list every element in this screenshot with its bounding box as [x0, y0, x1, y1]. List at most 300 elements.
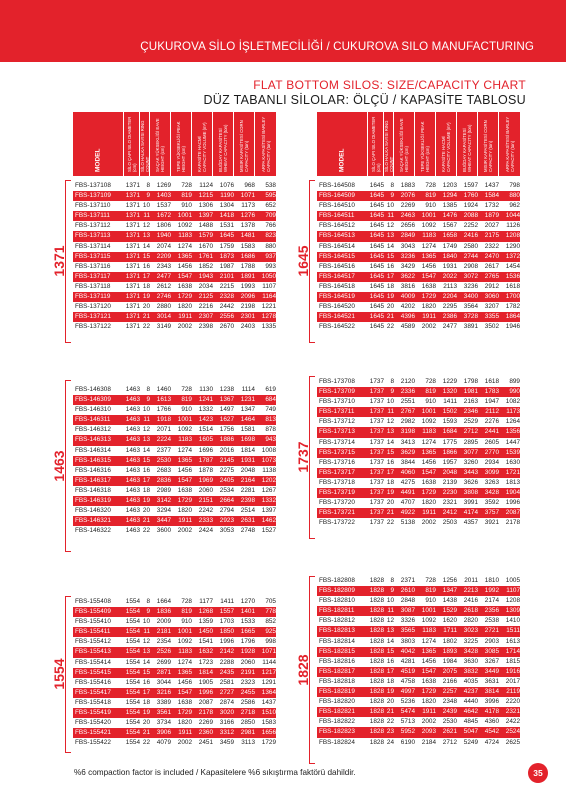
cell-volume: 1541: [198, 638, 213, 646]
cell-rings: 18: [142, 282, 150, 290]
cell-corn: 1173: [241, 202, 255, 210]
cell-rings: 19: [142, 497, 150, 505]
cell-diameter: 1554: [125, 678, 140, 686]
cell-peak-height: 1274: [421, 242, 436, 250]
cell-eave-height: 1806: [156, 222, 171, 230]
cell-wheat: 2618: [463, 607, 478, 615]
cell-wheat: 2442: [219, 303, 234, 311]
cell-diameter: 1554: [125, 618, 140, 626]
cell-rings: 11: [387, 408, 394, 416]
cell-barley: 1613: [505, 637, 520, 645]
cell-corn: 2718: [240, 709, 255, 717]
cell-diameter: 1463: [125, 446, 140, 454]
cell-diameter: 1554: [125, 729, 140, 737]
cell-model: FBS-164518: [319, 282, 355, 290]
cell-barley: 1217: [261, 668, 276, 676]
cell-barley: 2220: [505, 698, 520, 706]
cell-volume: 1203: [442, 182, 457, 189]
cell-model: FBS-182811: [319, 607, 355, 615]
cell-barley: 1364: [261, 688, 276, 696]
cell-wheat: 2556: [219, 313, 234, 321]
cell-eave-height: 2989: [156, 486, 171, 494]
table-row: [317, 488, 520, 498]
cell-volume: 1984: [442, 657, 457, 665]
cell-wheat: 2213: [463, 587, 478, 595]
cell-barley: 899: [509, 378, 520, 385]
cell-model: FBS-173711: [319, 408, 355, 416]
cell-wheat: 1627: [219, 416, 234, 424]
table-row: [317, 576, 520, 586]
cell-corn: 1992: [484, 587, 499, 595]
cell-rings: 13: [142, 648, 150, 656]
cell-peak-height: 1729: [421, 688, 436, 696]
cell-eave-height: 1664: [156, 598, 171, 605]
table-row: [317, 596, 520, 606]
table-row: [73, 252, 276, 262]
cell-model: FBS-164520: [319, 303, 355, 311]
cell-peak-height: 1001: [421, 408, 436, 416]
cell-diameter: 1737: [369, 428, 384, 436]
cell-corn: 2276: [484, 418, 499, 426]
cell-barley: 1126: [506, 222, 520, 230]
table-row: [73, 292, 276, 302]
cell-corn: 1993: [240, 282, 255, 290]
cell-volume: 1488: [198, 222, 213, 230]
cell-eave-height: 5138: [400, 519, 415, 527]
cell-eave-height: 2612: [156, 282, 171, 290]
cell-wheat: 1304: [219, 202, 234, 210]
cell-volume: 2348: [442, 698, 457, 706]
cell-volume: 1359: [198, 618, 213, 626]
cell-eave-height: 4707: [400, 499, 415, 507]
cell-volume: 2503: [442, 519, 457, 527]
cell-peak-height: 1365: [421, 252, 436, 260]
cell-wheat: 1759: [219, 242, 234, 250]
cell-barley: 1618: [505, 282, 520, 290]
cell-corn: 2770: [484, 448, 499, 456]
column-header-volume: KAPASİTE HACMİ CAPACITY VOLUME (m³): [192, 112, 212, 176]
cell-peak-height: 1729: [177, 497, 192, 505]
cell-eave-height: 3600: [156, 527, 171, 535]
cell-corn: 4542: [484, 728, 499, 736]
column-header-eave-height: SAÇAK YÜKSEKLİĞİ EAVE HEIGHT (cm): [394, 112, 414, 176]
cell-corn: 2174: [484, 597, 499, 605]
cell-barley: 1539: [505, 448, 520, 456]
cell-rings: 18: [386, 282, 394, 290]
cell-diameter: 1828: [369, 597, 384, 605]
cell-model: FBS-182813: [319, 627, 355, 635]
cell-volume: 1385: [442, 202, 457, 210]
cell-wheat: 1190: [220, 192, 234, 200]
cell-wheat: 2581: [219, 678, 234, 686]
cell-peak-height: 1183: [178, 232, 192, 240]
table-row: [73, 456, 276, 466]
cell-wheat: 2435: [219, 668, 234, 676]
cell-peak-height: 1456: [421, 262, 436, 270]
column-header-model: MODEL: [73, 112, 123, 176]
cell-rings: 21: [142, 729, 150, 737]
table-row: [317, 397, 520, 407]
group-label-1371: 1371: [51, 245, 67, 277]
cell-wheat: 3626: [463, 478, 478, 486]
cell-corn: 3267: [484, 657, 499, 665]
cell-peak-height: 819: [425, 587, 436, 595]
cell-diameter: 1463: [125, 436, 140, 444]
cell-wheat: 2670: [219, 323, 234, 331]
cell-eave-height: 1836: [156, 608, 171, 616]
cell-corn: 2721: [484, 627, 499, 635]
cell-rings: 22: [386, 323, 394, 331]
cell-peak-height: 1365: [177, 456, 192, 464]
cell-diameter: 1463: [125, 426, 140, 434]
cell-volume: 1423: [198, 416, 213, 424]
table-row: [73, 496, 276, 506]
cell-volume: 1529: [442, 607, 457, 615]
table-row: [73, 637, 276, 647]
table-row: [73, 385, 276, 395]
cell-peak-height: 1365: [177, 668, 192, 676]
capacity-table-1645: [317, 181, 520, 332]
cell-rings: 16: [386, 458, 394, 466]
cell-corn: 1814: [240, 446, 255, 454]
cell-peak-height: 1365: [177, 252, 192, 260]
cell-rings: 9: [390, 192, 394, 200]
cell-peak-height: 1729: [177, 709, 192, 717]
cell-model: FBS-155413: [75, 648, 111, 656]
cell-barley: 1510: [261, 709, 276, 717]
cell-barley: 749: [265, 406, 276, 414]
cell-corn: 2981: [240, 729, 255, 737]
cell-model: FBS-146315: [75, 456, 111, 464]
cell-diameter: 1463: [125, 527, 140, 535]
cell-model: FBS-137116: [75, 262, 111, 270]
cell-model: FBS-182822: [319, 718, 355, 726]
cell-wheat: 3443: [463, 468, 478, 476]
table-row: [317, 211, 520, 221]
cell-barley: 2321: [505, 708, 520, 716]
cell-eave-height: 1613: [156, 396, 171, 404]
cell-wheat: 3236: [463, 282, 478, 290]
cell-barley: 1290: [505, 242, 520, 250]
cell-peak-height: 1365: [421, 647, 436, 655]
cell-diameter: 1371: [125, 192, 140, 200]
cell-peak-height: 1638: [421, 282, 436, 290]
cell-barley: 962: [509, 202, 520, 210]
cell-corn: 2605: [484, 438, 499, 446]
cell-diameter: 1737: [369, 388, 384, 396]
cell-eave-height: 2746: [156, 293, 171, 301]
cell-eave-height: 3906: [156, 729, 171, 737]
cell-wheat: 1798: [463, 378, 478, 385]
cell-model: FBS-182816: [319, 657, 355, 665]
cell-diameter: 1645: [369, 232, 384, 240]
cell-volume: 1852: [198, 262, 213, 270]
cell-diameter: 1828: [369, 667, 384, 675]
cell-peak-height: 1820: [177, 303, 192, 311]
cell-volume: 1749: [442, 242, 457, 250]
cell-corn: 2617: [484, 262, 499, 270]
cell-wheat: 2142: [219, 648, 234, 656]
cell-diameter: 1371: [125, 202, 140, 210]
cell-volume: 1124: [199, 182, 213, 189]
cell-model: FBS-155417: [75, 688, 111, 696]
cell-corn: 2912: [484, 282, 499, 290]
cell-diameter: 1645: [369, 313, 384, 321]
cell-peak-height: 1638: [177, 486, 192, 494]
cell-wheat: 3225: [463, 637, 478, 645]
cell-model: FBS-155420: [75, 719, 111, 727]
cell-wheat: 1924: [463, 202, 478, 210]
cell-model: FBS-146314: [75, 446, 111, 454]
cell-eave-height: 2120: [400, 378, 415, 385]
cell-eave-height: 2371: [400, 577, 415, 584]
cell-eave-height: 4202: [400, 303, 415, 311]
cell-corn: 1231: [240, 396, 255, 404]
cell-diameter: 1645: [369, 242, 384, 250]
cell-eave-height: 2336: [400, 388, 415, 396]
cell-wheat: 1987: [219, 262, 234, 270]
cell-peak-height: 1911: [178, 313, 192, 321]
table-row: [317, 657, 520, 667]
cell-rings: 12: [386, 617, 394, 625]
column-header-rings: SİLO HALKA SAYISI RING COUNT: [384, 112, 393, 176]
cell-corn: 2356: [484, 607, 499, 615]
cell-wheat: 3728: [463, 313, 478, 321]
column-header-barley: ARPA KAPASİTESİ BARLEY CAPACITY (ton): [499, 112, 520, 176]
cell-corn: 3428: [484, 489, 499, 497]
cell-peak-height: 1820: [177, 507, 192, 515]
cell-wheat: 1645: [219, 232, 234, 240]
table-row: [73, 516, 276, 526]
cell-rings: 14: [386, 637, 394, 645]
cell-wheat: 2346: [463, 408, 478, 416]
cell-rings: 24: [386, 738, 394, 746]
cell-model: FBS-182809: [319, 587, 355, 595]
group-label-1737: 1737: [295, 441, 311, 473]
cell-barley: 990: [509, 388, 520, 396]
cell-rings: 10: [142, 618, 150, 626]
cell-volume: 1130: [199, 386, 213, 393]
cell-eave-height: 4281: [400, 657, 415, 665]
cell-rings: 13: [386, 428, 394, 436]
cell-eave-height: 5952: [400, 728, 415, 736]
cell-volume: 1878: [198, 466, 213, 474]
cell-wheat: 1238: [219, 386, 234, 393]
cell-barley: 684: [265, 396, 276, 404]
cell-corn: 1810: [484, 577, 499, 584]
cell-corn: 3113: [241, 739, 255, 747]
cell-volume: 1268: [198, 608, 213, 616]
table-row: [317, 478, 520, 488]
table-row: [73, 312, 276, 322]
cell-diameter: 1828: [369, 617, 384, 625]
cell-peak-height: 1001: [177, 212, 192, 220]
cell-eave-height: 2699: [156, 658, 171, 666]
cell-barley: 538: [265, 182, 276, 189]
cell-corn: 1464: [240, 416, 255, 424]
cell-eave-height: 2880: [156, 303, 171, 311]
page-number: 35: [528, 763, 548, 783]
table-row: [317, 427, 520, 437]
cell-barley: 1044: [505, 212, 520, 220]
cell-model: FBS-173719: [319, 489, 355, 497]
column-header-wheat: BUĞDAY KAPASİTESİ WHEAT CAPACITY (ton): [213, 112, 233, 176]
cell-peak-height: 1183: [178, 648, 192, 656]
table-row: [317, 616, 520, 626]
cell-volume: 2360: [198, 729, 213, 737]
cell-peak-height: 1638: [421, 677, 436, 685]
cell-peak-height: 1820: [421, 303, 436, 311]
table-row: [317, 707, 520, 717]
cell-corn: 4724: [484, 738, 499, 746]
cell-peak-height: 1092: [421, 617, 436, 625]
cell-peak-height: 1911: [422, 313, 436, 321]
cell-peak-height: 1001: [421, 212, 436, 220]
cell-wheat: 1497: [219, 406, 234, 414]
cell-peak-height: 1183: [422, 232, 436, 240]
cell-corn: 3355: [484, 313, 499, 321]
cell-diameter: 1463: [125, 517, 140, 525]
cell-barley: 880: [265, 242, 276, 250]
cell-volume: 1814: [198, 668, 213, 676]
cell-model: FBS-164522: [319, 323, 355, 331]
cell-diameter: 1371: [125, 252, 140, 260]
cell-eave-height: 1403: [156, 192, 171, 200]
cell-volume: 2257: [442, 688, 457, 696]
cell-model: FBS-173709: [319, 388, 355, 396]
cell-barley: 1397: [261, 507, 276, 515]
cell-barley: 1107: [506, 587, 520, 595]
cell-eave-height: 3622: [400, 272, 415, 280]
cell-model: FBS-146316: [75, 466, 111, 474]
cell-model: FBS-164517: [319, 272, 355, 280]
cell-wheat: 1557: [219, 608, 234, 616]
cell-barley: 2178: [505, 519, 520, 527]
cell-wheat: 5047: [463, 728, 478, 736]
table-row: [73, 597, 276, 607]
cell-barley: 1437: [261, 698, 276, 706]
table-row: [73, 486, 276, 496]
cell-volume: 1476: [442, 212, 457, 220]
cell-wheat: 2328: [219, 293, 234, 301]
cell-peak-height: 728: [425, 577, 436, 584]
cell-volume: 2166: [442, 677, 457, 685]
cell-barley: 1511: [506, 627, 520, 635]
cell-diameter: 1463: [125, 416, 140, 424]
cell-eave-height: 2009: [156, 618, 171, 626]
table-row: [317, 252, 520, 262]
cell-eave-height: 5713: [400, 718, 415, 726]
cell-rings: 19: [386, 688, 394, 696]
cell-volume: 2204: [442, 293, 457, 301]
cell-corn: 2191: [240, 668, 255, 676]
cell-corn: 1783: [484, 388, 499, 396]
cell-barley: 1656: [261, 729, 276, 737]
cell-model: FBS-155415: [75, 668, 111, 676]
cell-volume: 2307: [198, 313, 213, 321]
cell-corn: 1533: [240, 618, 255, 626]
cell-model: FBS-155414: [75, 658, 111, 666]
cell-eave-height: 3389: [156, 698, 171, 706]
cell-model: FBS-137121: [75, 313, 111, 321]
cell-volume: 1294: [442, 192, 457, 200]
cell-rings: 9: [146, 192, 150, 200]
capacity-table-1463: [73, 385, 276, 536]
cell-barley: 1264: [505, 418, 520, 426]
cell-peak-height: 1183: [422, 428, 436, 436]
cell-wheat: 5249: [463, 738, 478, 746]
cell-barley: 1946: [505, 323, 520, 331]
cell-peak-height: 1001: [177, 416, 192, 424]
cell-rings: 16: [142, 678, 150, 686]
cell-barley: 1291: [261, 678, 276, 686]
cell-volume: 1332: [198, 406, 213, 414]
column-header-model: MODEL: [317, 112, 367, 176]
cell-peak-height: 1456: [421, 657, 436, 665]
cell-barley: 619: [265, 386, 276, 393]
cell-corn: 2850: [240, 719, 255, 727]
cell-volume: 2412: [442, 509, 457, 517]
table-row: [317, 667, 520, 677]
cell-wheat: 2405: [219, 476, 234, 484]
cell-rings: 10: [142, 406, 150, 414]
cell-model: FBS-182820: [319, 698, 355, 706]
cell-corn: 3502: [484, 323, 499, 331]
cell-corn: 3814: [484, 688, 499, 696]
cell-eave-height: 3816: [400, 282, 415, 290]
cell-corn: 2112: [485, 408, 499, 416]
cell-corn: 1618: [484, 378, 499, 385]
cell-model: FBS-137112: [75, 222, 111, 230]
cell-peak-height: 728: [181, 182, 192, 189]
cell-rings: 19: [386, 489, 394, 497]
cell-model: FBS-137111: [75, 212, 110, 220]
cell-barley: 1164: [262, 293, 276, 301]
cell-volume: 1605: [198, 436, 213, 444]
cell-wheat: 4440: [463, 698, 478, 706]
cell-eave-height: 2836: [156, 476, 171, 484]
table-row: [317, 377, 520, 387]
cell-corn: 3060: [484, 293, 499, 301]
table-row: [317, 438, 520, 448]
cell-peak-height: 819: [425, 388, 436, 396]
cell-volume: 1670: [198, 242, 213, 250]
cell-model: FBS-182824: [319, 738, 355, 746]
cell-rings: 22: [386, 718, 394, 726]
cell-barley: 1813: [505, 478, 520, 486]
cell-eave-height: 2269: [400, 202, 415, 210]
cell-model: FBS-137122: [75, 323, 111, 331]
table-row: [317, 191, 520, 201]
cell-corn: 3757: [484, 509, 499, 517]
cell-eave-height: 1537: [156, 202, 171, 210]
cell-eave-height: 3044: [156, 678, 171, 686]
cell-rings: 14: [386, 438, 394, 446]
table-row: [73, 415, 276, 425]
cell-barley: 1008: [261, 446, 276, 454]
cell-rings: 9: [146, 396, 150, 404]
cell-barley: 1107: [262, 282, 276, 290]
cell-volume: 1229: [442, 378, 457, 385]
cell-barley: 1583: [261, 719, 276, 727]
cell-volume: 1840: [442, 252, 457, 260]
cell-model: FBS-164512: [319, 222, 355, 230]
cell-model: FBS-146312: [75, 426, 111, 434]
cell-peak-height: 2002: [421, 718, 436, 726]
cell-eave-height: 4758: [400, 677, 415, 685]
cell-wheat: 3077: [463, 448, 478, 456]
cell-diameter: 1554: [125, 739, 140, 747]
